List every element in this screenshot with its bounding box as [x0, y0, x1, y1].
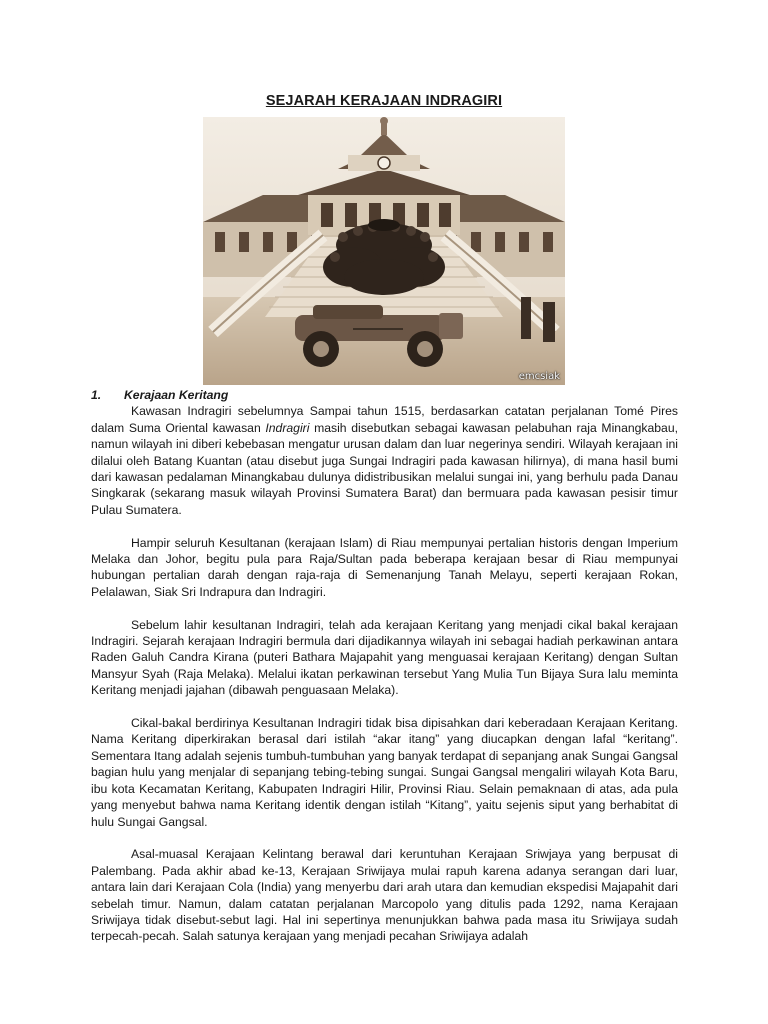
paragraph-1-part-a: Kawasan Indragiri sebelumnya Sampai tahun 1515, berdasarkan catatan perjalanan Tomé Pires dalam Suma Oriental kawasan [91, 404, 678, 435]
section-title: Kerajaan Keritang [124, 388, 229, 402]
paragraph-3: Sebelum lahir kesultanan Indragiri, telah ada kerajaan Keritang yang menjadi cikal bakal kerajaan Indragiri. Sejarah kerajaan Indragiri bermula dari dijadikannya wilayah ini sebagai hadiah perkawinan antara Raden Galuh Candra Kirana (puteri Bathara Majapahit yang menguasai kerajaan Keritang) dengan Sultan Mansyur Syah (Raja Melaka). Melalui ikatan perkawinan tersebut Yang Mulia Tun Bijaya Sura lalu meminta Keritang menjadi jajahan (dibawah penguasaan Melaka). [91, 617, 678, 698]
paragraph-1-part-b: masih disebutkan sebagai kawasan pelabuhan raja Minangkabau, namun wilayah ini diberi kebebasan mengatur urusan dalam dan luar negerinya sendiri. Wilayah kerajaan ini dilalui oleh Batang Kuantan (atau disebut juga Sungai Indragiri pada kawasan hilirnya), di mana hasil bumi dari kawasan pedalaman Minangkabau dulunya didistribusikan melalui sungai ini, yang berhulu pada Danau Singkarak (sekarang masuk wilayah Provinsi Sumatera Barat) dan bermuara pada kawasan pesisir timur Pulau Sumatera. [91, 420, 678, 517]
photo-watermark: emcsiak [518, 371, 560, 382]
palace-illustration [203, 117, 565, 385]
historical-palace-photo [203, 117, 565, 385]
paragraph-5: Asal-muasal Kerajaan Kelintang berawal dari keruntuhan Kerajaan Sriwjaya yang berpusat di Palembang. Pada akhir abad ke-13, Kerajaan Sriwijaya mulai rapuh karena adanya serangan dari luar, antara lain dari Kerajaan Cola (India) yang menyerbu dari arah utara dan kemudian ekspedisi Majapahit dari sebelah timur. Namun, dalam catatan perjalanan Marcopolo yang ditulis pada 1292, nama Kerajaan Sriwijaya tidak disebut-sebut lagi. Hal ini sepertinya menunjukkan bahwa pada masa itu Sriwijaya sudah terpecah-pecah. Salah satunya kerajaan yang menjadi pecahan Sriwijaya adalah [91, 847, 678, 944]
section-number: 1. [91, 388, 102, 402]
paragraph-1-italic: Indragiri [265, 420, 310, 435]
page-title: SEJARAH KERAJAAN INDRAGIRI [265, 93, 503, 109]
section-heading [91, 387, 678, 403]
article-body [91, 387, 678, 945]
paragraph-2: Hampir seluruh Kesultanan (kerajaan Islam) di Riau mempunyai pertalian historis dengan Imperium Melaka dan Johor, begitu pula para Raja/Sultan pada beberapa kerajaan besar di Riau mempunyai hubungan pertalian darah dengan raja-raja di Semenanjung Tanah Melayu, seperti kerajaan Rokan, Pelalawan, Siak Sri Indrapura dan Indragiri. [91, 535, 678, 599]
paragraph-4: Cikal-bakal berdirinya Kesultanan Indragiri tidak bisa dipisahkan dari keberadaan Kerajaan Keritang. Nama Keritang diperkirakan berasal dari istilah “akar itang” yang diucapkan dengan lafal “keritang”. Sementara Itang adalah sejenis tumbuh-tumbuhan yang banyak terdapat di sepanjang anak Sungai Gangsal bagian hulu yang menjalar di sepanjang tebing-tebing sungai. Sungai Gangsal mengaliri wilayah Kota Baru, ibu kota Kecamatan Keritang, Kabupaten Indragiri Hilir, Provinsi Riau. Selain pemaknaan di atas, ada pula yang menyebut bahwa nama Keritang identik dengan istilah “Kitang”, yaitu sejenis siput yang berhabitat di hulu Sungai Gangsal. [91, 716, 678, 829]
paragraph-1 [91, 403, 678, 518]
